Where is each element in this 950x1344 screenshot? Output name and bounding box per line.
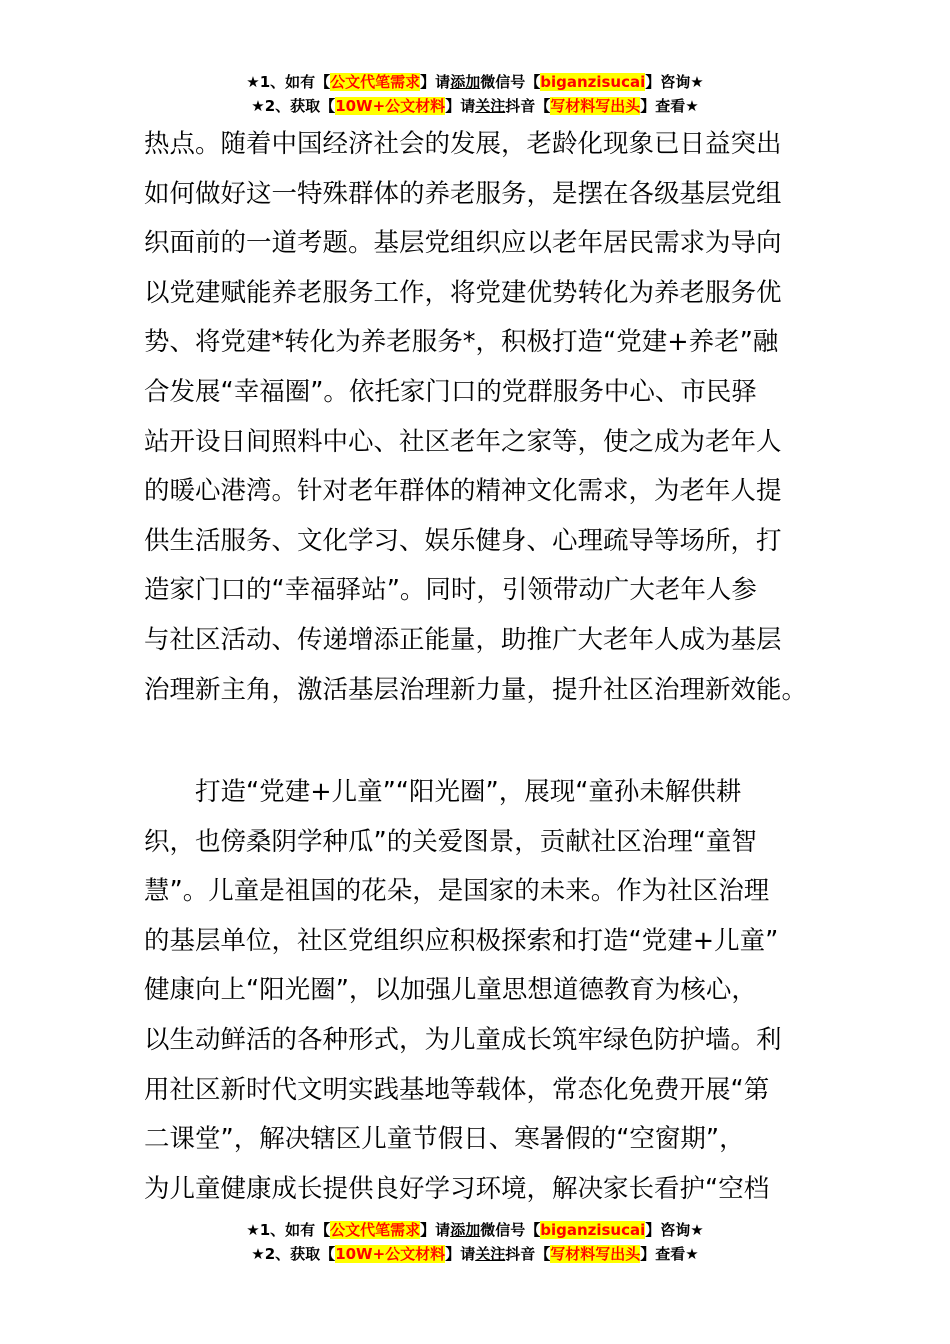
bottom-banner [0, 1218, 950, 1266]
banner-text: 】查看★ [640, 97, 699, 115]
text-line: 二课堂”，解决辖区儿童节假日、寒暑假的“空窗期”， [144, 1124, 745, 1155]
banner-text: 】请 [420, 1221, 451, 1239]
banner-line-2 [0, 94, 950, 118]
banner-text: 】咨询★ [645, 1221, 704, 1239]
text-line: 慧”。儿童是祖国的花朵，是国家的未来。作为社区治理 [144, 876, 770, 907]
banner-highlight: 10W+公文材料 [335, 1245, 446, 1263]
text-line: 供生活服务、文化学习、娱乐健身、心理疏导等场所，打 [144, 525, 782, 556]
text-line: 健康向上“阳光圈”，以加强儿童思想道德教育为核心， [144, 975, 757, 1006]
banner-text: 微信号【 [480, 73, 541, 91]
paragraph-children-care [144, 768, 814, 1214]
banner-highlight: 写材料写出头 [550, 1245, 641, 1263]
banner-text: ★2、获取【 [251, 97, 336, 115]
banner-highlight: biganzisucai [540, 1221, 646, 1239]
banner-highlight: 公文代笔需求 [330, 1221, 421, 1239]
paragraph-elderly-care [144, 120, 814, 715]
banner-text: ★1、如有【 [246, 1221, 331, 1239]
text-line: 织，也傍桑阴学种瓜”的关爱图景，贡献社区治理“童智 [144, 826, 757, 857]
text-line: 的暖心港湾。针对老年群体的精神文化需求，为老年人提 [144, 476, 782, 507]
text-line: 站开设日间照料中心、社区老年之家等，使之成为老年人 [144, 426, 782, 457]
banner-highlight: 10W+公文材料 [335, 97, 446, 115]
banner-highlight: biganzisucai [540, 73, 646, 91]
top-banner [0, 70, 950, 118]
text-line: 织面前的一道考题。基层党组织应以老年居民需求为导向 [144, 228, 782, 259]
banner-line-1 [0, 1218, 950, 1242]
text-line: 势、将党建*转化为养老服务*，积极打造“党建+养老”融 [144, 327, 779, 358]
banner-text: 】咨询★ [645, 73, 704, 91]
text-line: 为儿童健康成长提供良好学习环境，解决家长看护“空档 [144, 1173, 770, 1204]
text-line: 合发展“幸福圈”。依托家门口的党群服务中心、市民驿 [144, 376, 757, 407]
text-line: 以生动鲜活的各种形式，为儿童成长筑牢绿色防护墙。利 [144, 1024, 782, 1055]
text-line: 的基层单位，社区党组织应积极探索和打造“党建+儿童” [144, 925, 779, 956]
banner-underlined-text: 添加 [450, 1221, 481, 1239]
banner-highlight: 公文代笔需求 [330, 73, 421, 91]
banner-text: 】请 [445, 97, 476, 115]
text-line: 热点。随着中国经济社会的发展，老龄化现象已日益突出 [144, 129, 782, 159]
banner-text: 微信号【 [480, 1221, 541, 1239]
text-line: 打造“党建+儿童”“阳光圈”，展现“童孙未解供耕 [144, 777, 742, 807]
banner-underlined-text: 关注 [475, 1245, 506, 1263]
banner-text: 】请 [420, 73, 451, 91]
banner-text: ★1、如有【 [246, 73, 331, 91]
banner-underlined-text: 添加 [450, 73, 481, 91]
text-line: 用社区新时代文明实践基地等载体，常态化免费开展“第 [144, 1074, 770, 1105]
text-line: 治理新主角，激活基层治理新力量，提升社区治理新效能。 [144, 674, 808, 705]
banner-text: 】查看★ [640, 1245, 699, 1263]
text-line: 与社区活动、传递增添正能量，助推广大老年人成为基层 [144, 624, 782, 655]
banner-highlight: 写材料写出头 [550, 97, 641, 115]
text-line: 以党建赋能养老服务工作，将党建优势转化为养老服务优 [144, 277, 782, 308]
text-line: 如何做好这一特殊群体的养老服务，是摆在各级基层党组 [144, 178, 782, 209]
banner-text: 抖音【 [505, 97, 551, 115]
banner-text: 抖音【 [505, 1245, 551, 1263]
banner-text: ★2、获取【 [251, 1245, 336, 1263]
banner-text: 】请 [445, 1245, 476, 1263]
banner-line-2 [0, 1242, 950, 1266]
banner-line-1 [0, 70, 950, 94]
text-line: 造家门口的“幸福驿站”。同时，引领带动广大老年人参 [144, 575, 757, 606]
banner-underlined-text: 关注 [475, 97, 506, 115]
